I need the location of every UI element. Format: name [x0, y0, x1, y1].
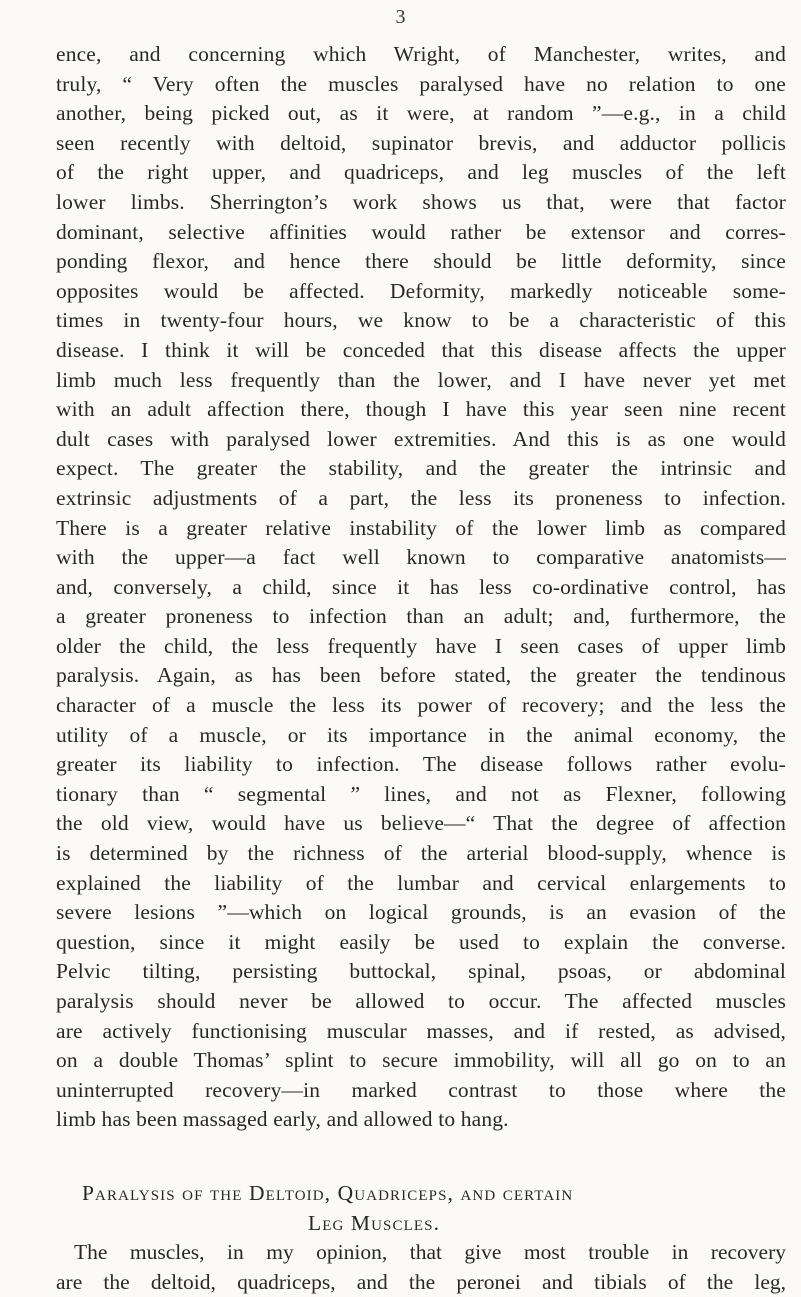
text-line: with an adult affection there, though I have this year seen nine recent [56, 397, 786, 422]
text-line: and, conversely, a child, since it has less co-ordinative control, has [56, 574, 786, 599]
text-line: tionary than “ segmental ” lines, and not as Flexner, following [56, 781, 786, 806]
text-line: paralysis should never be allowed to occur. The affected muscles [56, 989, 786, 1013]
text-line: truly, “ Very often the muscles paralysed have no relation to one [56, 71, 786, 96]
text-line: The muscles, in my opinion, that give most trouble in recovery [74, 1240, 786, 1264]
section-heading-line: Leg Muscles. [308, 1210, 441, 1235]
section-heading-line: Paralysis of the Deltoid, Quadriceps, and certain [82, 1181, 574, 1205]
text-line: with the upper—a fact well known to comparative anatomists— [56, 545, 786, 570]
text-line: severe lesions ”—which on logical grounds, is an evasion of the [56, 900, 786, 925]
body-paragraph [56, 40, 786, 1135]
text-line: another, being picked out, as it were, at random ”—e.g., in a child [56, 101, 786, 126]
text-line: seen recently with deltoid, supinator brevis, and adductor pollicis [56, 130, 786, 155]
text-line: are actively functionising muscular masses, and if rested, as advised, [56, 1018, 786, 1043]
text-line: of the right upper, and quadriceps, and leg muscles of the left [56, 160, 786, 185]
text-line: the old view, would have us believe—“ That the degree of affection [56, 811, 786, 836]
text-line: There is a greater relative instability of the lower limb as compared [56, 515, 786, 540]
text-line: ponding flexor, and hence there should be little deformity, since [56, 249, 786, 274]
text-line: on a double Thomas’ splint to secure immobility, will all go on to an [56, 1048, 786, 1073]
text-line: times in twenty-four hours, we know to be a characteristic of this [56, 308, 786, 333]
text-line: limb much less frequently than the lower, and I have never yet met [56, 367, 786, 392]
text-line: dominant, selective affinities would rather be extensor and corres- [56, 219, 786, 244]
text-line: disease. I think it will be conceded that this disease affects the upper [56, 337, 786, 362]
body-paragraph [56, 1238, 786, 1297]
text-line: expect. The greater the stability, and the greater the intrinsic and [56, 456, 786, 481]
text-line: a greater proneness to infection than an adult; and, furthermore, the [56, 604, 786, 629]
text-line: Pelvic tilting, persisting buttockal, spinal, psoas, or abdominal [56, 959, 786, 984]
text-line: is determined by the richness of the arterial blood-supply, whence is [56, 841, 786, 866]
text-line: ence, and concerning which Wright, of Manchester, writes, and [56, 42, 786, 66]
text-line: explained the liability of the lumbar and cervical enlargements to [56, 870, 786, 895]
text-line: greater its liability to infection. The disease follows rather evolu- [56, 752, 786, 777]
text-line: are the deltoid, quadriceps, and the peronei and tibials of the leg, [56, 1269, 786, 1294]
text-line: older the child, the less frequently have I seen cases of upper limb [56, 633, 786, 658]
text-line: lower limbs. Sherrington’s work shows us that, were that factor [56, 189, 786, 214]
text-line: dult cases with paralysed lower extremities. And this is as one would [56, 426, 786, 451]
text-line: paralysis. Again, as has been before stated, the greater the tendinous [56, 663, 786, 688]
text-line: utility of a muscle, or its importance in the animal economy, the [56, 722, 786, 747]
page-number: 3 [395, 6, 406, 28]
text-line: opposites would be affected. Deformity, markedly noticeable some- [56, 278, 786, 303]
section-heading [56, 1179, 786, 1238]
text-line: limb has been massaged early, and allowed to hang. [56, 1107, 509, 1132]
text-line: question, since it might easily be used to explain the converse. [56, 929, 786, 954]
text-line: extrinsic adjustments of a part, the less its proneness to infection. [56, 485, 786, 510]
text-line: character of a muscle the less its power of recovery; and the less the [56, 693, 786, 718]
text-line: uninterrupted recovery—in marked contrast to those where the [56, 1077, 786, 1102]
